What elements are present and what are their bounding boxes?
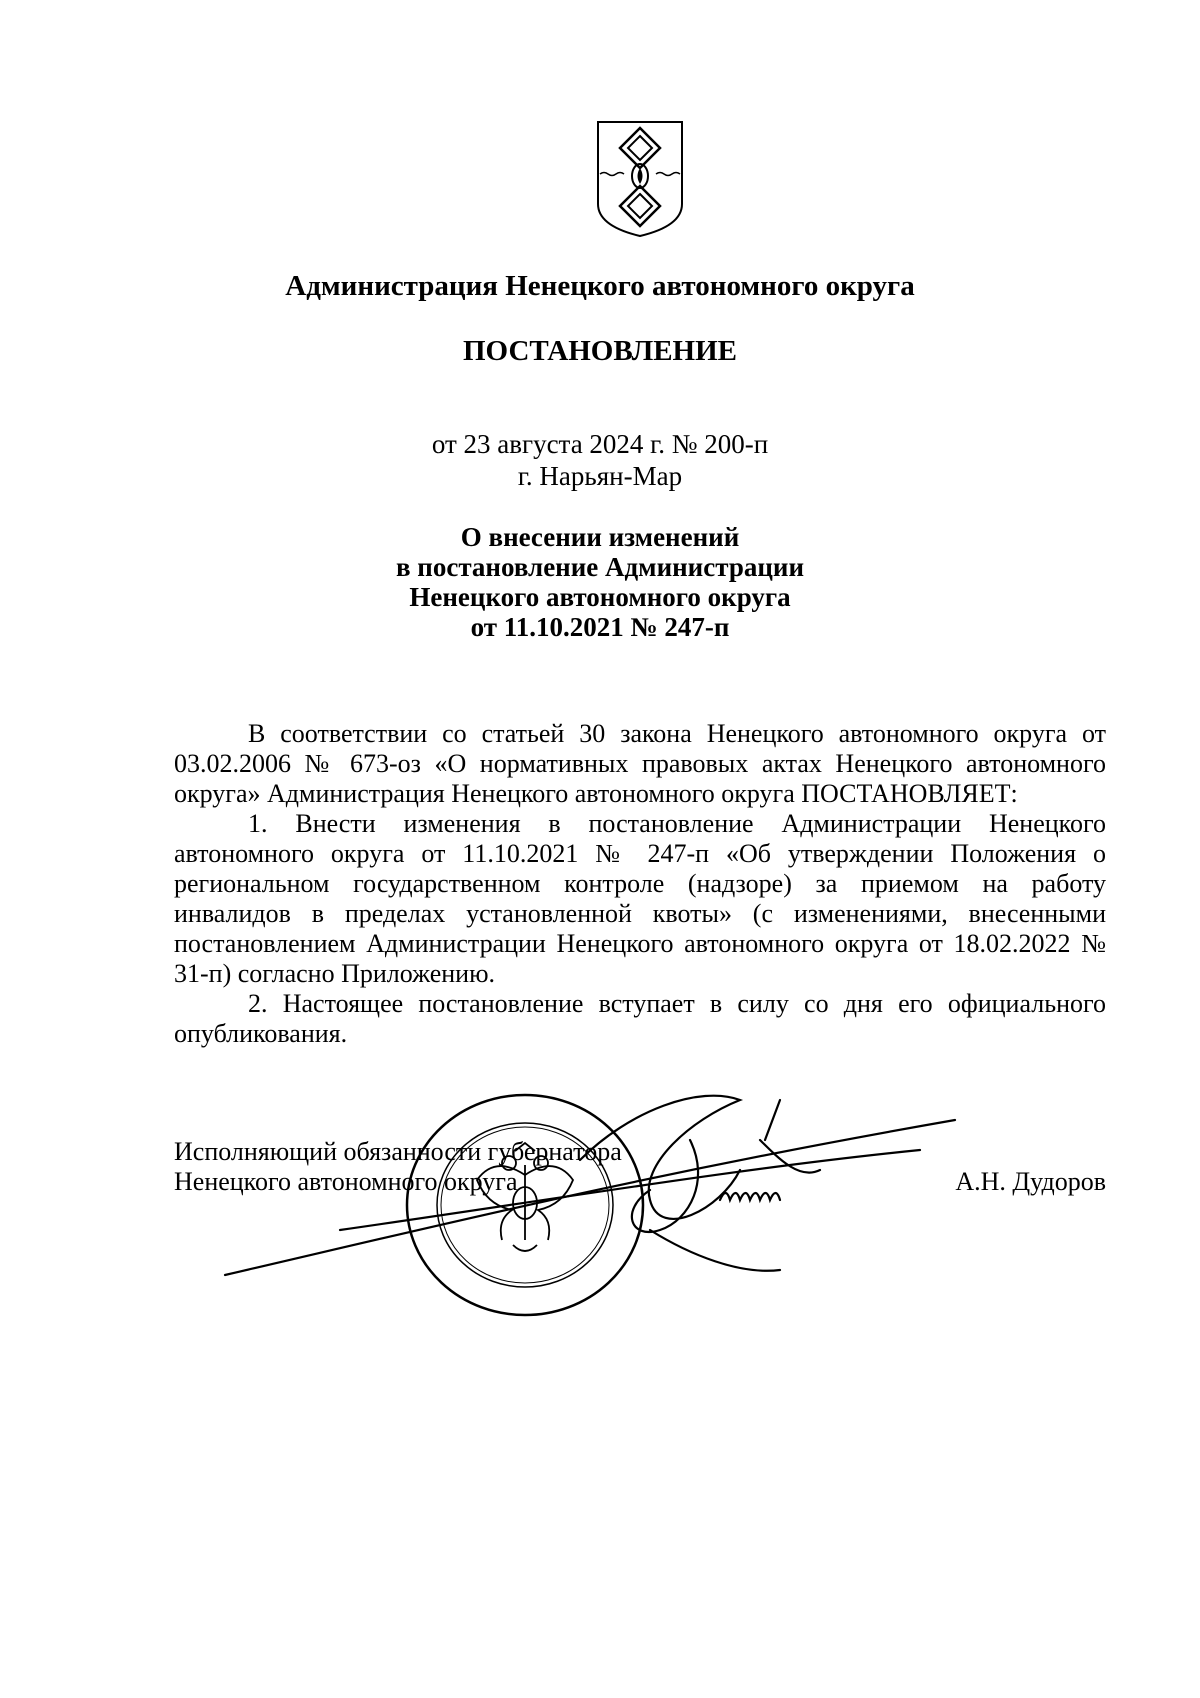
document-body [174, 719, 1106, 1049]
subject-line: в постановление Администрации [395, 552, 805, 582]
date-block [0, 428, 1200, 492]
subject-line: Ненецкого автономного округа [409, 582, 791, 612]
document-subject [0, 522, 1200, 642]
subject-line: О внесении изменений [460, 522, 740, 552]
position-line: Исполняющий обязанности губернатора [174, 1137, 622, 1166]
preamble-paragraph: В соответствии со статьей 30 закона Ненецкого автономного округа от 03.02.2006 № 673-оз «О нормативных правовых актах Ненецкого автономного округа» Администрация Ненецкого автономного округа ПОСТАНОВЛЯЕТ: [174, 719, 1106, 808]
signatory-name: А.Н. Дудоров [955, 1167, 1106, 1196]
coat-of-arms-emblem [594, 118, 686, 238]
clause-1-paragraph: 1. Внести изменения в постановление Администрации Ненецкого автономного округа от 11.10.2021 № 247-п «Об утверждении Положения о региональном государственном контроле (надзоре) за приемом на работу инвалидов в пределах установленной квоты» (с изменениями, внесенными постановлением Администрации Ненецкого автономного округа от 18.02.2022 № 31-п) согласно Приложению. [174, 809, 1106, 988]
subject-line: от 11.10.2021 № 247-п [470, 612, 730, 642]
clause-2-paragraph: 2. Настоящее постановление вступает в силу со дня его официального опубликования. [174, 989, 1106, 1048]
city: г. Нарьян-Мар [517, 461, 683, 491]
handwritten-signature [220, 1080, 960, 1310]
organization-name: Администрация Ненецкого автономного округа [285, 270, 915, 302]
position-line: Ненецкого автономного округа [174, 1167, 518, 1196]
document-type: ПОСТАНОВЛЕНИЕ [462, 335, 737, 367]
date-number: от 23 августа 2024 г. № 200-п [431, 429, 769, 459]
